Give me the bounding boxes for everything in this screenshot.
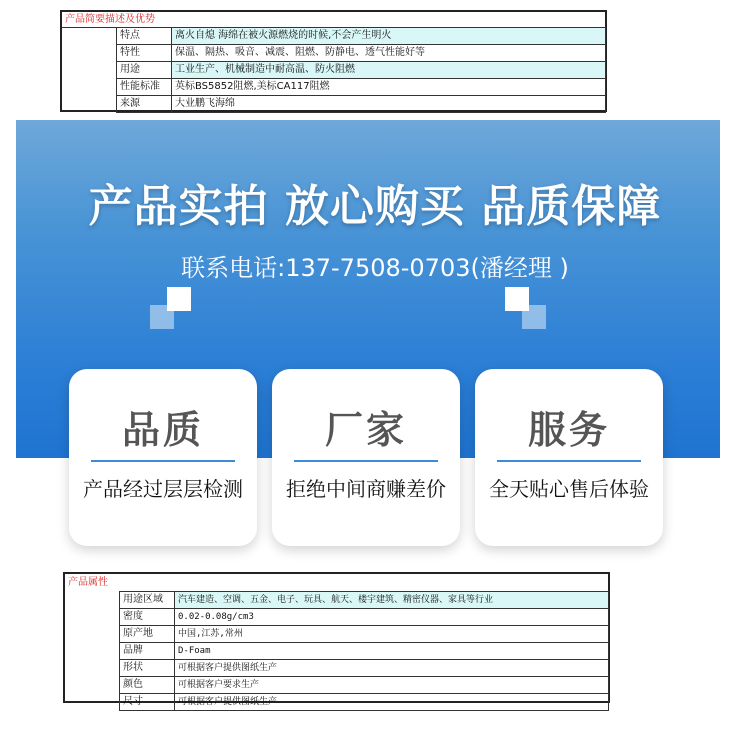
row-label: 特性: [117, 45, 172, 62]
row-value: 离火自熄 海绵在被火源燃烧的时候,不会产生明火: [172, 28, 606, 45]
card-title: 厂家: [324, 408, 407, 452]
decor-square-icon: [522, 305, 546, 329]
product-attributes-title: 产品属性: [68, 577, 108, 588]
row-label: 用途区域: [120, 592, 175, 609]
quality-card: [69, 369, 257, 546]
table-row: [117, 62, 606, 79]
row-value: 保温、隔热、吸音、减震、阻燃、防静电、透气性能好等: [172, 45, 606, 62]
row-value: 英标BS5852阻燃,美标CA117阻燃: [172, 79, 606, 96]
product-summary-title: 产品简要描述及优势: [62, 12, 605, 28]
row-value: 中国,江苏,常州: [175, 626, 609, 643]
row-label: 用途: [117, 62, 172, 79]
row-value: D-Foam: [175, 643, 609, 660]
banner-headline: 产品实拍 放心购买 品质保障: [88, 181, 662, 232]
product-summary-table: [60, 10, 607, 112]
row-label: 密度: [120, 609, 175, 626]
table-row: [117, 28, 606, 45]
card-divider: [497, 460, 641, 462]
table-row: [117, 79, 606, 96]
product-attributes-table: [63, 572, 610, 707]
row-label: 性能标准: [117, 79, 172, 96]
row-label: 形状: [120, 660, 175, 677]
row-value: 可根据客户提供图纸生产: [175, 660, 609, 677]
row-label: 尺寸: [120, 694, 175, 711]
table-row: [117, 45, 606, 62]
table-row: [120, 660, 609, 677]
card-title: 服务: [527, 408, 610, 452]
table-row: [120, 609, 609, 626]
contact-phone: 联系电话:137-7508-0703(潘经理 ): [181, 254, 569, 282]
table-row: [120, 694, 609, 711]
table-row: [120, 626, 609, 643]
service-card: [475, 369, 663, 546]
card-text: 产品经过层层检测: [83, 477, 243, 501]
table-row: [117, 96, 606, 113]
decor-square-icon: [167, 287, 191, 311]
row-value: 可根据客户要求生产: [175, 677, 609, 694]
row-label: 颜色: [120, 677, 175, 694]
card-text: 拒绝中间商赚差价: [286, 477, 446, 501]
table-row: [120, 643, 609, 660]
card-divider: [294, 460, 438, 462]
row-label: 原产地: [120, 626, 175, 643]
card-title: 品质: [121, 408, 204, 452]
table-row: [120, 592, 609, 609]
manufacturer-card: [272, 369, 460, 546]
card-text: 全天贴心售后体验: [489, 477, 649, 501]
row-value: 可根据客户提供图纸生产: [175, 694, 609, 711]
row-label: 来源: [117, 96, 172, 113]
row-value: 0.02-0.08g/cm3: [175, 609, 609, 626]
table-row: [120, 677, 609, 694]
product-summary-grid: [116, 27, 606, 113]
row-value: 汽车建造、空调、五金、电子、玩具、航天、楼宇建筑、精密仪器、家具等行业: [175, 592, 609, 609]
card-divider: [91, 460, 235, 462]
product-attributes-grid: [119, 591, 609, 711]
row-value: 大业鹏飞海绵: [172, 96, 606, 113]
row-value: 工业生产、机械制造中耐高温、防火阻燃: [172, 62, 606, 79]
row-label: 品牌: [120, 643, 175, 660]
row-label: 特点: [117, 28, 172, 45]
